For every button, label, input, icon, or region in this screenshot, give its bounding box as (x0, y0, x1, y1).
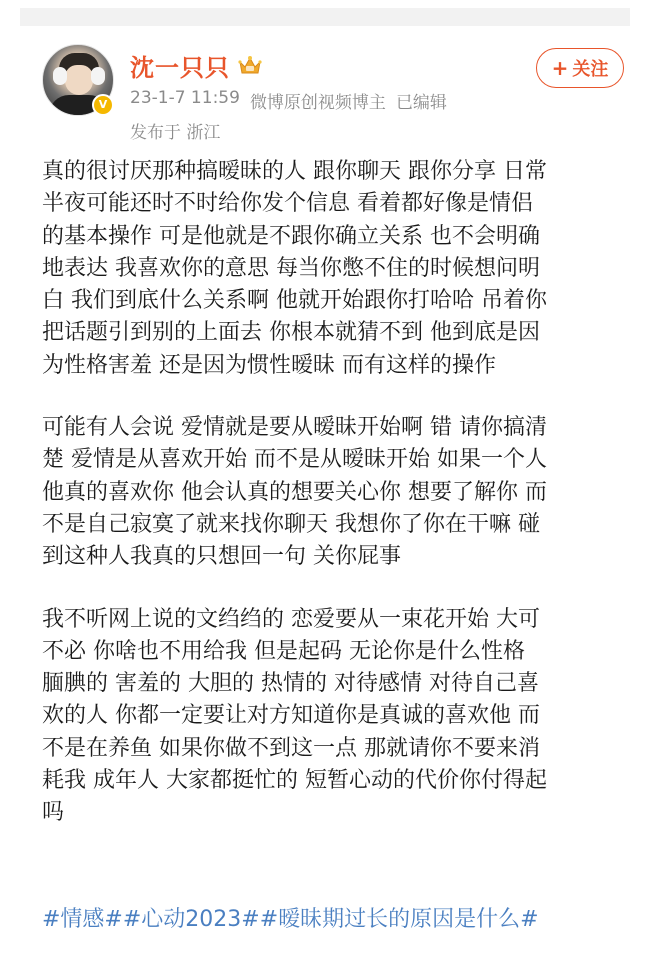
post-time: 23-1-7 11:59 (130, 88, 240, 108)
username-row (130, 48, 262, 82)
post-location: 发布于 浙江 (130, 123, 221, 143)
edited-label[interactable]: 已编辑 (395, 93, 447, 113)
post-meta (130, 88, 447, 113)
plus-icon: + (551, 56, 569, 80)
hashtags[interactable]: #情感##心动2023##暧昧期过长的原因是什么# (42, 907, 539, 932)
avatar-earmuff-right (91, 67, 105, 85)
follow-label: 关注 (572, 59, 609, 80)
username[interactable]: 沈一只只 (130, 53, 230, 82)
post-paragraph-3: 我不听网上说的文绉绉的 恋爱要从一束花开始 大可 不必 你啥也不用给我 但是起码 无论你是什么性格 腼腆的 害羞的 大胆的 热情的 对待感情 对待自己喜 欢的人 你都一定要让对方知道你是真诚的喜欢他 而 不是在养鱼 如果你做不到这一点 那就请你不要来消 耗我 成年人 大家都挺忙的 短暂心动的代价你付得起 吗 (42, 606, 547, 826)
post-paragraph-1: 真的很讨厌那种搞暧昧的人 跟你聊天 跟你分享 日常 半夜可能还时不时给你发个信息 看着都好像是情侣 的基本操作 可是他就是不跟你确立关系 也不会明确 地表达 我喜欢你的意思 每当你憋不住的时候想问明 白 我们到底什么关系啊 他就开始跟你打哈哈 吊着你 把话题引到别的上面去 你根本就猜不到 他到底是因 为性格害羞 还是因为惯性暧昧 而有这样的操作 (42, 159, 547, 378)
avatar-earmuff-left (53, 67, 67, 85)
post-header (42, 44, 632, 144)
author-role: 微博原创视频博主 (249, 93, 386, 113)
follow-button[interactable] (536, 48, 624, 88)
verified-badge-icon: V (92, 94, 114, 116)
top-divider-strip (20, 8, 630, 26)
post-paragraph-2: 可能有人会说 爱情就是要从暧昧开始啊 错 请你搞清 楚 爱情是从喜欢开始 而不是从暧昧开始 如果一个人 他真的喜欢你 他会认真的想要关心你 想要了解你 而 不是自己寂寞了就来找你聊天 我想你了你在干嘛 碰 到这种人我真的只想回一句 关你屁事 (42, 415, 547, 570)
avatar-face (65, 65, 93, 95)
crown-icon[interactable] (238, 54, 262, 76)
post-body (42, 156, 632, 860)
